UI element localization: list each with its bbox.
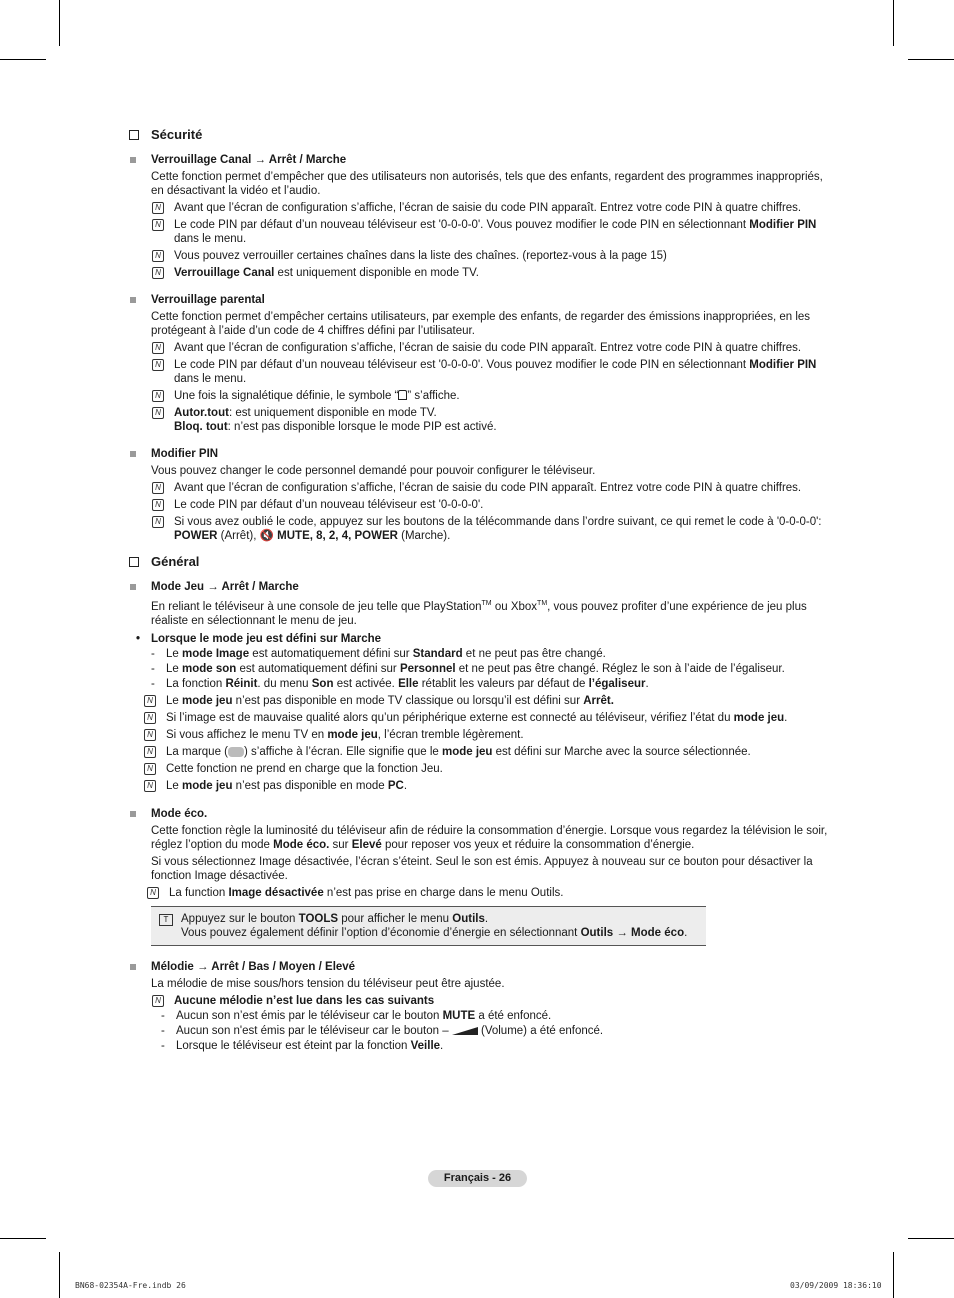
subsection-verrouillage-canal: [128, 153, 828, 198]
note: N Le code PIN par défaut d’un nouveau téléviseur est '0-0-0-0'. Vous pouvez modifier le code PIN en sélectionnant Modifier PIN dans le menu.: [151, 218, 828, 246]
subsection-mode-eco: [128, 807, 828, 883]
note: N Avant que l’écran de configuration s’affiche, l’écran de saisie du code PIN apparaît. Entrez votre code PIN à quatre chiffres.: [151, 341, 828, 355]
volume-icon: [452, 1027, 478, 1035]
crop-mark: [893, 1252, 894, 1298]
subsection-heading: Mode Jeu → Arrêt / Marche: [151, 581, 299, 593]
note-icon: N: [152, 499, 164, 511]
note-icon: N: [152, 219, 164, 231]
section-securite-title: Sécurité: [128, 126, 828, 144]
note-icon: N: [152, 202, 164, 214]
subsection-heading: Verrouillage Canal → Arrêt / Marche: [151, 154, 347, 166]
checkbox-square-icon: [129, 557, 139, 567]
crop-mark: [59, 1252, 60, 1298]
crop-mark: [0, 1238, 46, 1239]
dash-item: - Le mode son est automatiquement défini sur Personnel et ne peut pas être changé. Réglez le son à l’aide de l’égaliseur.: [151, 662, 785, 675]
notes-group: [128, 481, 828, 543]
subsection-melodie: [128, 960, 828, 991]
note-icon: N: [144, 780, 156, 792]
checkbox-square-icon: [129, 130, 139, 140]
page-number-badge: Français - 26: [428, 1170, 527, 1187]
note-icon: N: [147, 887, 159, 899]
bullet-item: • Lorsque le mode jeu est défini sur Marche: [136, 632, 382, 645]
notes-group: [128, 201, 828, 280]
description: Cette fonction permet d’empêcher certains utilisateurs, par exemple des enfants, de regarder des émissions inappropriées, en les protégeant à l’aide d’un code de 4 chiffres défini par l’utilisateur.: [151, 311, 811, 337]
note: N Si vous avez oublié le code, appuyez sur les boutons de la télécommande dans l’ordre suivant, ce qui remet le code à '0-0-0-0': POWER (Arrêt), 🔇 MUTE, 8, 2, 4, POWER (Marche).: [151, 515, 828, 543]
note-icon: N: [152, 407, 164, 419]
note: N Avant que l’écran de configuration s’affiche, l’écran de saisie du code PIN apparaît. Entrez votre code PIN à quatre chiffres.: [151, 481, 828, 495]
note-icon: N: [152, 267, 164, 279]
subsection-verrouillage-parental: [128, 293, 828, 338]
square-bullet-icon: [130, 964, 136, 970]
subsection-heading: Mélodie → Arrêt / Bas / Moyen / Elevé: [151, 960, 356, 973]
note: N Une fois la signalétique définie, le symbole “ ” s’affiche.: [151, 389, 828, 403]
description: La mélodie de mise sous/hors tension du téléviseur peut être ajustée.: [151, 977, 505, 990]
subsection-heading: Modifier PIN: [151, 448, 219, 460]
crop-mark: [893, 0, 894, 46]
subsection-heading: Mode éco.: [151, 807, 208, 820]
tools-icon: T: [159, 914, 173, 926]
note: N Vous pouvez verrouiller certaines chaînes dans la liste des chaînes. (reportez-vous à la page 15): [151, 249, 828, 263]
notes-group: [128, 994, 828, 1008]
square-bullet-icon: [130, 451, 136, 457]
description: Cette fonction règle la luminosité du téléviseur afin de réduire la consommation d’énergie. Lorsque vous regardez la télévision le soir, réglez l’option du mode Mode éco. sur Elevé pour reposer vos yeux et réduire la consommation d’énergie.: [151, 824, 828, 851]
subsection-mode-jeu: [128, 580, 828, 628]
section-general-title: Général: [128, 553, 828, 571]
crop-mark: [908, 59, 954, 60]
description: En reliant le téléviseur à une console de jeu telle que PlayStation™ ou Xbox™, vous pouvez profiter d’une expérience de jeu plus réaliste en sélectionnant le menu de jeu.: [151, 600, 807, 627]
dash-item: - La fonction Réinit. du menu Son est activée. Elle rétablit les valeurs par défaut de l’égaliseur.: [151, 677, 649, 690]
dash-list: [128, 1009, 828, 1053]
note: N Autor.tout: est uniquement disponible en mode TV. Bloq. tout: n’est pas disponible lorsque le mode PIP est activé.: [151, 406, 828, 434]
note-icon: N: [144, 695, 156, 707]
crop-mark: [59, 0, 60, 46]
note-icon: N: [144, 712, 156, 724]
note: N La function Image désactivée n’est pas prise en charge dans le menu Outils.: [146, 886, 828, 900]
crop-mark: [0, 59, 46, 60]
note-icon: N: [152, 995, 164, 1007]
tools-tip-line: Appuyez sur le bouton TOOLS pour afficher le menu Outils.: [181, 912, 489, 925]
note-icon: N: [152, 482, 164, 494]
note: N Aucune mélodie n’est lue dans les cas suivants: [151, 994, 828, 1008]
dash-item: - Le mode Image est automatiquement défini sur Standard et ne peut pas être changé.: [151, 647, 606, 660]
mute-speaker-icon: 🔇: [259, 530, 274, 542]
square-bullet-icon: [130, 584, 136, 590]
note: N Si vous affichez le menu TV en mode jeu, l’écran tremble légèrement.: [143, 728, 828, 742]
description: Si vous sélectionnez Image désactivée, l’écran s’éteint. Seul le son est émis. Appuyez à nouveau sur ce bouton pour désactiver la fonction Image désactivée.: [151, 855, 813, 882]
square-bullet-icon: [130, 157, 136, 163]
note-icon: N: [152, 342, 164, 354]
note-icon: N: [152, 390, 164, 402]
note: N Cette fonction ne prend en charge que la fonction Jeu.: [143, 762, 828, 776]
note: N Si l’image est de mauvaise qualité alors qu’un périphérique externe est connecté au téléviseur, vérifiez l’état du mode jeu.: [143, 711, 828, 725]
note-icon: N: [152, 516, 164, 528]
note: N Verrouillage Canal est uniquement disponible en mode TV.: [151, 266, 828, 280]
note: N La marque ( ) s’affiche à l’écran. Elle signifie que le mode jeu est défini sur Marche avec la source sélectionnée.: [143, 745, 828, 759]
gamepad-icon: [228, 747, 244, 757]
dash-item: - Aucun son n'est émis par le téléviseur car le bouton – (Volume) a été enfoncé.: [161, 1024, 604, 1037]
print-file-label: BN68-02354A-Fre.indb 26: [75, 1281, 186, 1290]
note: N Le code PIN par défaut d’un nouveau téléviseur est '0-0-0-0'.: [151, 498, 828, 512]
note: N Avant que l’écran de configuration s’affiche, l’écran de saisie du code PIN apparaît. Entrez votre code PIN à quatre chiffres.: [151, 201, 828, 215]
notes-group: [128, 886, 828, 900]
note-icon: N: [152, 359, 164, 371]
notes-group: [128, 341, 828, 434]
description: Cette fonction permet d’empêcher que des utilisateurs non autorisés, tels que des enfants, regardent des programmes inappropriés, en désactivant la vidéo et l’audio.: [151, 171, 823, 197]
note-icon: N: [144, 763, 156, 775]
note: N Le code PIN par défaut d’un nouveau téléviseur est '0-0-0-0'. Vous pouvez modifier le code PIN en sélectionnant Modifier PIN dans le menu.: [151, 358, 828, 386]
dash-list: [128, 647, 828, 691]
tools-tip-box: [151, 906, 706, 946]
subsection-modifier-pin: [128, 447, 828, 478]
crop-mark: [908, 1238, 954, 1239]
note-icon: N: [144, 729, 156, 741]
square-bullet-icon: [130, 297, 136, 303]
description: Vous pouvez changer le code personnel demandé pour pouvoir configurer le téléviseur.: [151, 465, 596, 477]
manual-content: [128, 126, 828, 1053]
notes-group: [128, 694, 828, 793]
note: N Le mode jeu n’est pas disponible en mode TV classique ou lorsqu’il est défini sur Arrêt.: [143, 694, 828, 708]
note: N Le mode jeu n’est pas disponible en mode PC.: [143, 779, 828, 793]
dash-item: - Aucun son n’est émis par le téléviseur car le bouton MUTE a été enfoncé.: [161, 1009, 552, 1022]
subsection-heading: Verrouillage parental: [151, 294, 265, 306]
dash-item: - Lorsque le téléviseur est éteint par la fonction Veille.: [161, 1039, 444, 1052]
square-bullet-icon: [130, 811, 136, 817]
note-icon: N: [152, 250, 164, 262]
tools-tip-line: Vous pouvez également définir l’option d’économie d’énergie en sélectionnant Outils → Mode éco.: [181, 926, 688, 939]
note-icon: N: [144, 746, 156, 758]
print-datetime-label: 03/09/2009 18:36:10: [790, 1281, 882, 1290]
